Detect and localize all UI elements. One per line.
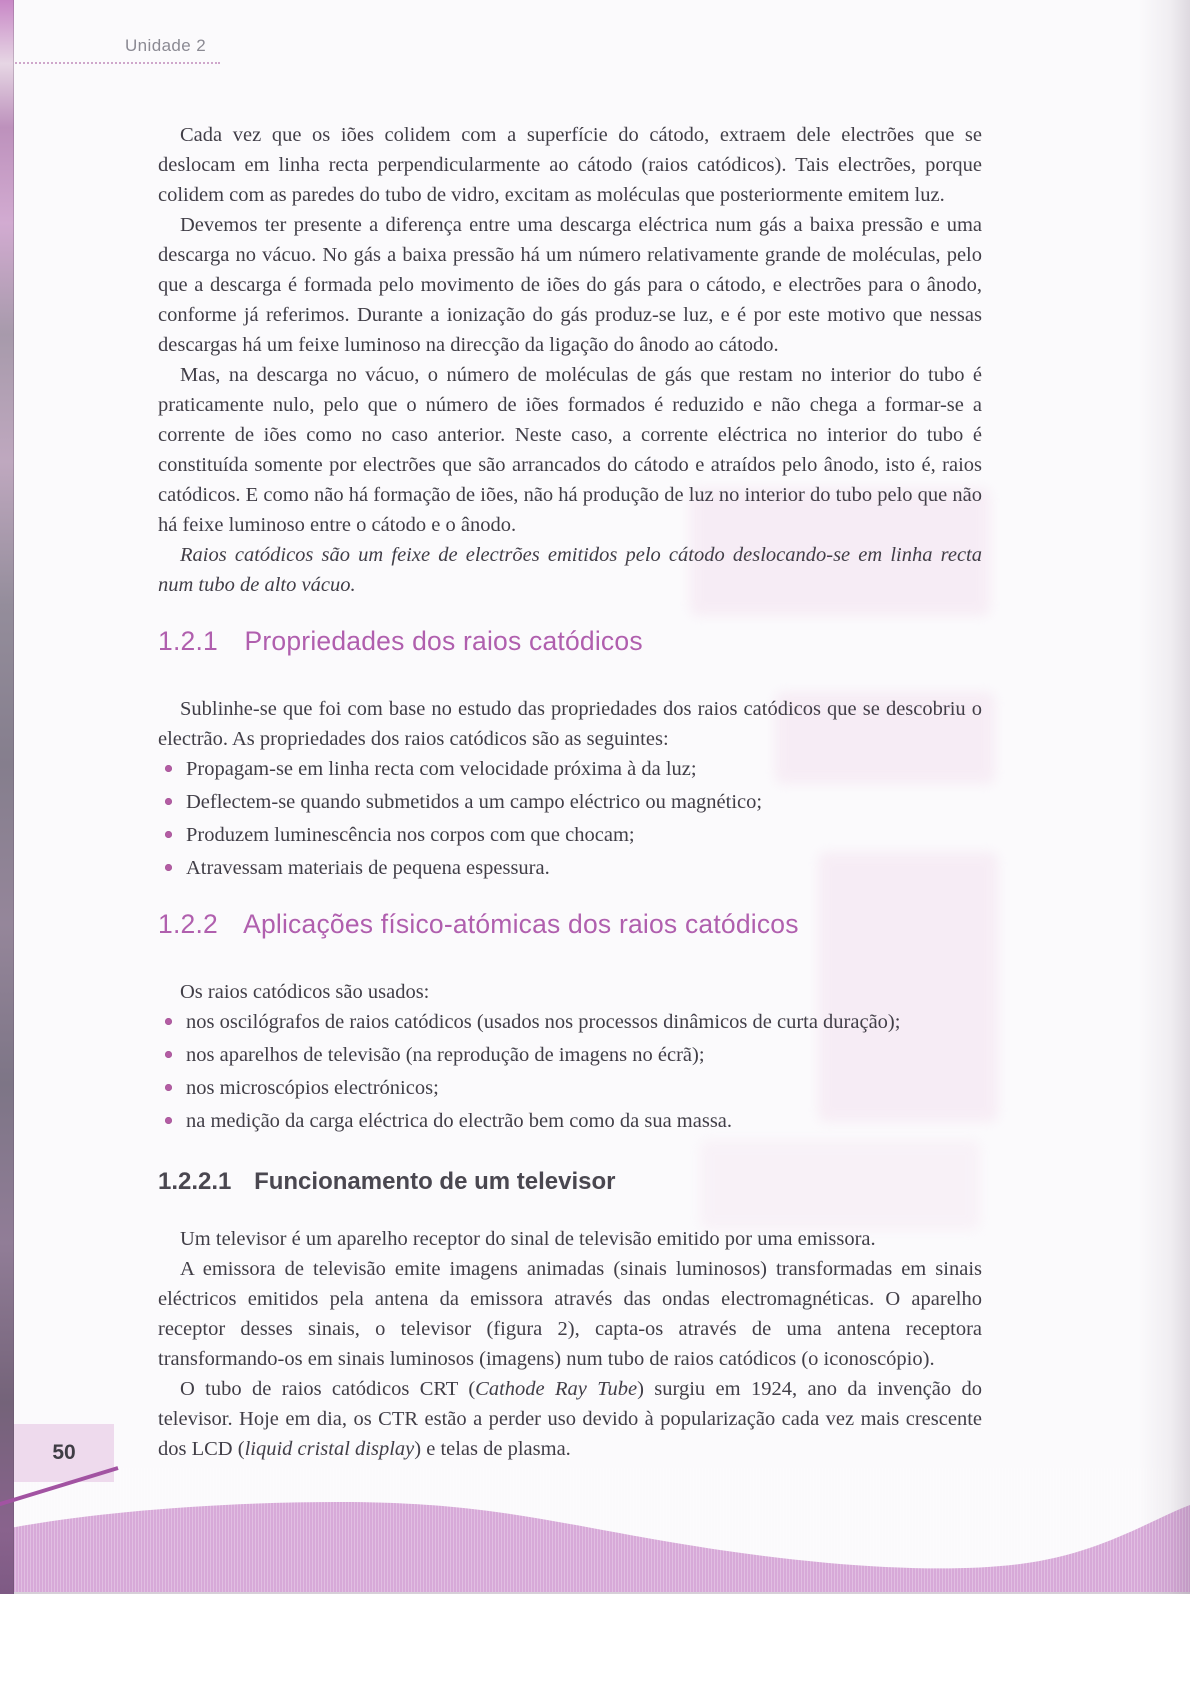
wave-scan-texture (0, 1468, 1190, 1592)
paragraph-crt-history (158, 1374, 982, 1464)
properties-list (158, 754, 982, 883)
page-number: 50 (52, 1441, 76, 1464)
section-heading-1-2-1 (158, 624, 982, 658)
section-number: 1.2.2 (158, 909, 218, 939)
page-fold-shading (1138, 0, 1190, 1594)
section-title: Aplicações físico-atómicas dos raios catódicos (243, 909, 799, 939)
unit-label: Unidade 2 (125, 36, 207, 55)
crt-text-post: ) e telas de plasma. (414, 1438, 571, 1460)
crt-text-pre: O tubo de raios catódicos CRT ( (180, 1378, 476, 1400)
list-item: Propagam-se em linha recta com velocidade próxima à da luz; (158, 754, 982, 784)
list-item: nos aparelhos de televisão (na reprodução de imagens no écrã); (158, 1040, 982, 1070)
paragraph-definition-raios-catodicos: Raios catódicos são um feixe de electrões emitidos pelo cátodo deslocando-se em linha recta num tubo de alto vácuo. (158, 544, 982, 596)
paragraph-emissora: A emissora de televisão emite imagens animadas (sinais luminosos) transformadas em sinais eléctricos emitidos pela antena da emissora através das ondas electromagnéticas. O aparelho receptor desses sinais, o televisor (figura 2), capta-os através de uma antena receptora transformando-os em sinais luminosos (imagens) num tubo de raios catódicos (o iconoscópio). (158, 1258, 982, 1370)
section-title: Funcionamento de um televisor (254, 1168, 616, 1195)
section-title: Propriedades dos raios catódicos (244, 626, 643, 656)
paragraph-cathode-collisions: Cada vez que os iões colidem com a superfície do cátodo, extraem dele electrões que se deslocam em linha recta perpendicularmente ao cátodo (raios catódicos). Tais electrões, porque colidem com as paredes do tubo de vidro, excitam as moléculas que posteriormente emitem luz. (158, 124, 982, 206)
paragraph-vacuum-discharge: Mas, na descarga no vácuo, o número de moléculas de gás que restam no interior do tubo é praticamente nulo, pelo que o número de iões formados é reduzido e não chega a formar-se a corrente de iões como no caso anterior. Neste caso, a corrente eléctrica no interior do tubo é constituída somente por electrões que são arrancados do cátodo e atraídos pelo ânodo, isto é, raios catódicos. E como não há formação de iões, não há produção de luz no interior do tubo pelo que não há feixe luminoso entre o cátodo e o ânodo. (158, 364, 982, 536)
crt-latin-term: Cathode Ray Tube (475, 1378, 638, 1400)
list-item: na medição da carga eléctrica do electrão bem como da sua massa. (158, 1106, 982, 1136)
section-number: 1.2.1 (158, 626, 218, 656)
list-item: nos microscópios electrónicos; (158, 1073, 982, 1103)
paragraph-properties-intro: Sublinhe-se que foi com base no estudo das propriedades dos raios catódicos que se descobriu o electrão. As propriedades dos raios catódicos são as seguintes: (158, 698, 982, 750)
list-item: Produzem luminescência nos corpos com que chocam; (158, 820, 982, 850)
binding-strip (0, 0, 14, 1594)
section-heading-1-2-2-1 (158, 1166, 982, 1198)
list-item: Atravessam materiais de pequena espessura. (158, 853, 982, 883)
applications-list (158, 1007, 982, 1136)
header-dotted-rule (0, 62, 220, 64)
paragraph-discharge-difference: Devemos ter presente a diferença entre uma descarga eléctrica num gás a baixa pressão e uma descarga no vácuo. No gás a baixa pressão há um número relativamente grande de moléculas, pelo que a descarga é formada pelo movimento de iões do gás para o cátodo, e electrões para o ânodo, conforme já referimos. Durante a ionização do gás produz-se luz, e é por este motivo que nessas descargas há um feixe luminoso na direcção da ligação do ânodo ao cátodo. (158, 214, 982, 356)
list-item: Deflectem-se quando submetidos a um campo eléctrico ou magnético; (158, 787, 982, 817)
section-number: 1.2.2.1 (158, 1168, 232, 1195)
paragraph-applications-intro: Os raios catódicos são usados: (180, 981, 430, 1003)
text-column (158, 120, 982, 1464)
decorative-wave (0, 1468, 1190, 1592)
section-heading-1-2-2 (158, 907, 982, 941)
list-item: nos oscilógrafos de raios catódicos (usados nos processos dinâmicos de curta duração); (158, 1007, 982, 1037)
paragraph-televisor-definition: Um televisor é um aparelho receptor do sinal de televisão emitido por uma emissora. (180, 1228, 876, 1250)
lcd-latin-term: liquid cristal display (244, 1438, 415, 1460)
crt-text-mid: ) surgiu em 1924, ano da invenção do televisor. Hoje em dia, os CTR estão a perder uso devido à popularização cada vez mais crescente dos LCD ( (158, 1378, 982, 1460)
